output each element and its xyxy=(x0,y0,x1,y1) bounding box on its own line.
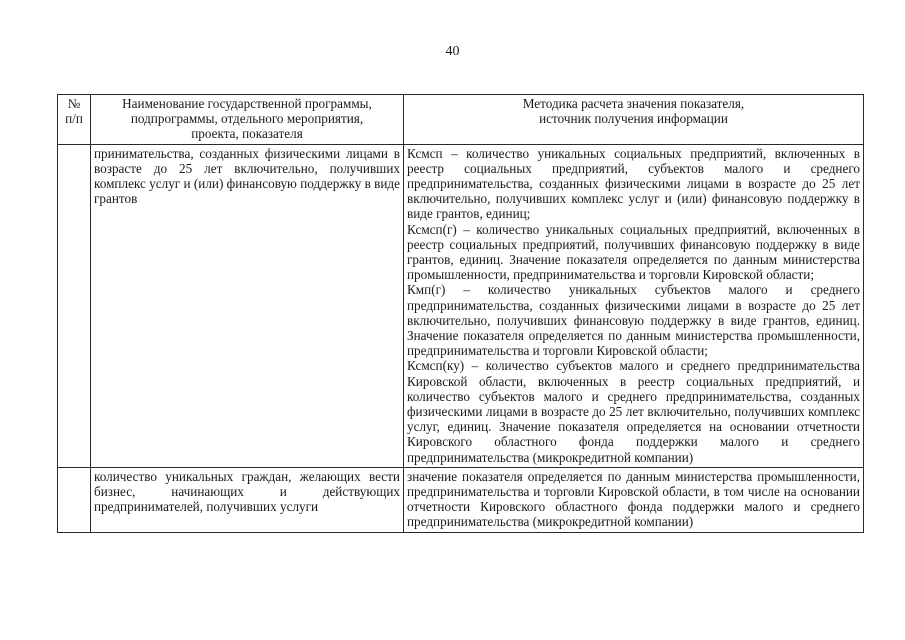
row-number-cell xyxy=(58,144,91,467)
row-number-cell xyxy=(58,467,91,532)
methodology-paragraph: Ксмсп(ку) – количество субъектов малого и среднего предпринимательства Кировской области, включенных в реестр социальных предприятий, и количество субъектов малого и среднего предпринимательства, созданных физическими лицами в возрасте до 25 лет включительно, получивших комплекс услуг, единиц. Значение показателя определяется на основании отчетности Кировского областного фонда поддержки малого и среднего предпринимательства (микрокредитной компании) xyxy=(407,358,860,465)
header-name-line3: проекта, показателя xyxy=(191,126,303,142)
header-methodology-line2: источник получения информации xyxy=(539,111,728,127)
header-methodology xyxy=(404,95,864,145)
header-name xyxy=(91,95,404,145)
methodology-paragraph: Ксмсп(г) – количество уникальных социальных предприятий, включенных в реестр социальных предприятий, получивших финансовую поддержку в виде грантов, единиц. Значение показателя определяется по данным министерства промышленности, предпринимательства и торговли Кировской области; xyxy=(407,221,860,283)
header-number-line1: № xyxy=(67,96,81,111)
table-row xyxy=(58,467,864,532)
header-number xyxy=(58,95,91,145)
header-name-line1: Наименование государственной программы, xyxy=(122,96,372,111)
indicator-methodology-table xyxy=(57,94,864,533)
methodology-cell xyxy=(404,467,864,532)
header-name-line2: подпрограммы, отдельного мероприятия, xyxy=(130,111,364,127)
table-row xyxy=(58,144,864,467)
methodology-paragraph: Ксмсп – количество уникальных социальных предприятий, включенных в реестр социальных предприятий, субъектов малого и среднего предпринимательства, созданных физическими лицами в возрасте до 25 лет включительно, получивших комплекс услуг и (или) финансовую поддержку в виде грантов, единиц; xyxy=(407,145,860,222)
header-number-line2: п/п xyxy=(65,111,83,127)
indicator-name-cell: количество уникальных граждан, желающих вести бизнес, начинающих и действующих предпринимателей, получивших услуги xyxy=(91,467,404,532)
table-header-row xyxy=(58,95,864,145)
methodology-paragraph: Кмп(г) – количество уникальных субъектов малого и среднего предпринимательства, созданных физическими лицами в возрасте до 25 лет включительно, получивших финансовую поддержку в виде грантов, единиц. Значение показателя определяется по данным министерства промышленности, предпринимательства и торговли Кировской области; xyxy=(407,282,860,359)
header-methodology-line1: Методика расчета значения показателя, xyxy=(522,96,745,111)
page-number: 40 xyxy=(445,44,460,59)
indicator-name-cell: принимательства, созданных физическими лицами в возрасте до 25 лет включительно, получивших комплекс услуг и (или) финансовую поддержку в виде грантов xyxy=(91,144,404,467)
methodology-cell xyxy=(404,144,864,467)
methodology-paragraph: значение показателя определяется по данным министерства промышленности, предпринимательства и торговли Кировской области, в том числе на основании отчетности Кировского областного фонда поддержки малого и среднего предпринимательства (микрокредитной компании) xyxy=(407,468,860,530)
